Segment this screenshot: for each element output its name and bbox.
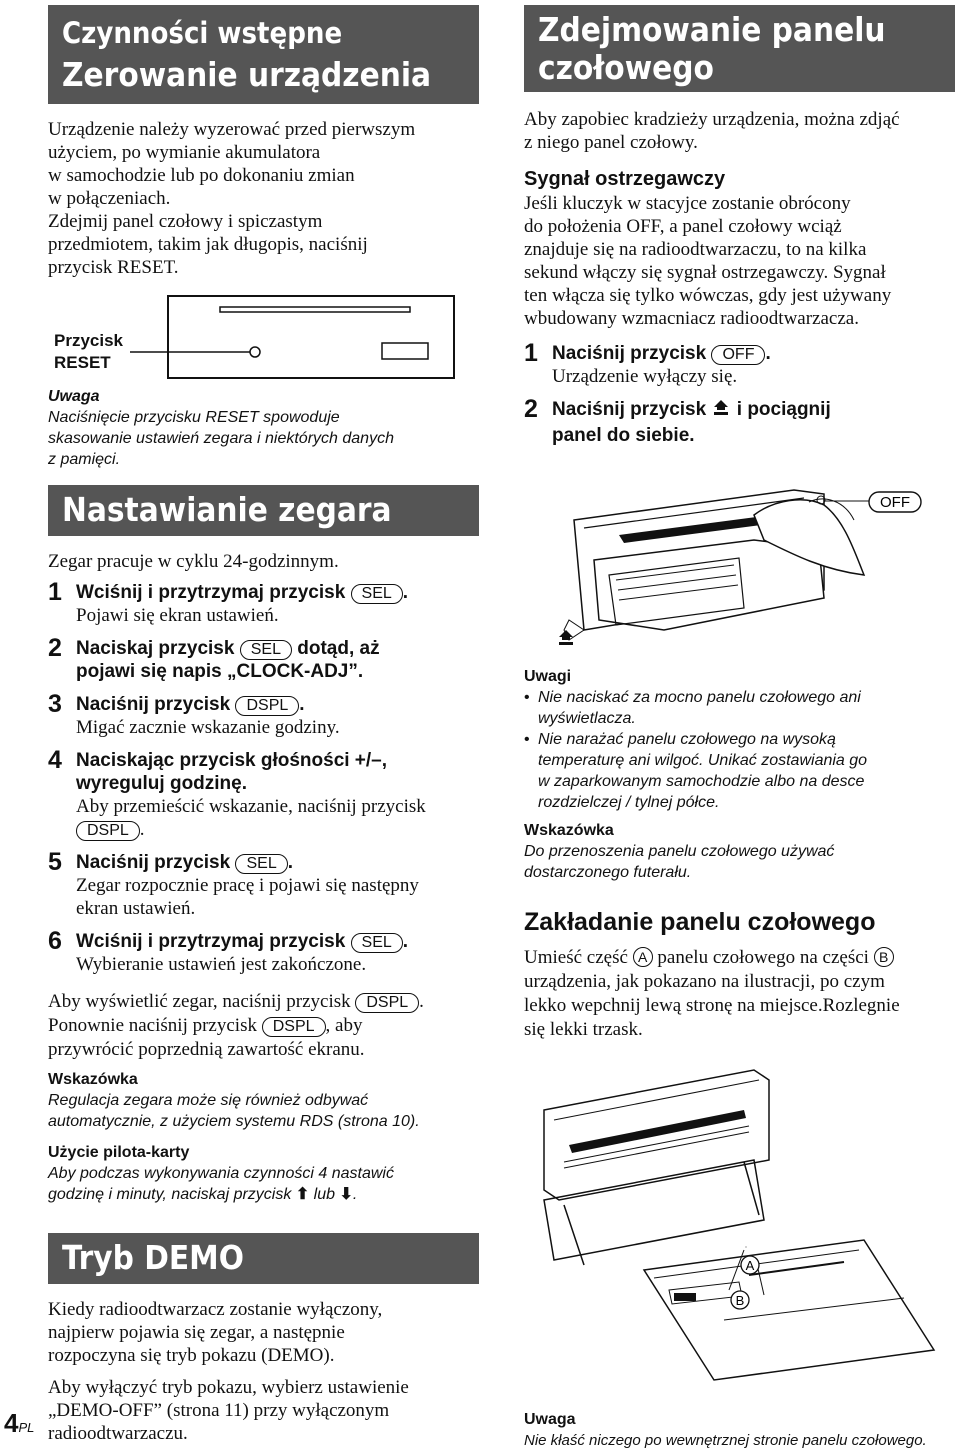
reset-note: Uwaga Naciśnięcie przycisku RESET spowoduje skasowanie ustawień zegara i niektórych danych z pamięci. — [48, 388, 394, 468]
demo-paragraph-2: Aby wyłączyć tryb pokazu, wybierz ustawienie „DEMO-OFF” (strona 11) przy wyłączonym radioodtwarzaczu. — [48, 1377, 409, 1444]
release-icon — [559, 630, 573, 645]
dspl-key-label: DSPL — [76, 821, 140, 841]
remove-step-1: 1 Naciśnij przycisk OFF . Urządzenie wyłączy się. — [524, 339, 771, 387]
panel-attach-illustration — [524, 1050, 956, 1400]
removal-tip: Wskazówka Do przenoszenia panelu czołowego używać dostarczonego futerału. — [524, 822, 835, 881]
part-b-marker: B — [874, 947, 894, 967]
remove-step-2: 2 Naciśnij przycisk i pociągnij panel do siebie. — [524, 395, 831, 446]
sel-key-label: SEL — [351, 933, 403, 953]
section-header-preliminary — [48, 5, 479, 104]
reset-unit-illustration — [130, 293, 460, 383]
off-figure-label: OFF — [880, 494, 910, 511]
removal-notes: Uwagi • Nie naciskać za mocno panelu czołowego ani wyświetlacza. • Nie narażać panelu czołowego na wysoką temperaturę ani wilgoć. Unikać zostawiania go w zaparkowanym samochodzie albo na desce rozdzielczej / tylnej półce. — [524, 666, 956, 813]
dspl-key-label: DSPL — [262, 1017, 326, 1037]
alarm-title: Sygnał ostrzegawczy — [524, 168, 726, 190]
page-number: 4PL — [4, 1408, 35, 1438]
list-item: • Nie narażać panelu czołowego na wysoką temperaturę ani wilgoć. Unikać zostawiania go w zaparkowanym samochodzie albo na desce rozdzielczej / tylnej półce. — [524, 729, 956, 813]
section-header-clock: Nastawianie zegara — [48, 485, 479, 536]
off-key-label: OFF — [711, 345, 765, 365]
fig-label-a: A — [745, 1258, 755, 1273]
panel-removal-illustration — [524, 480, 956, 660]
fig-label-b: B — [735, 1293, 745, 1308]
up-arrow-icon: ⬆ — [295, 1186, 310, 1203]
down-arrow-icon: ⬇ — [339, 1186, 353, 1203]
demo-paragraph-1: Kiedy radioodtwarzacz zostanie wyłączony, najpierw pojawia się zegar, a następnie rozpoczyna się tryb pokazu (DEMO). — [48, 1299, 383, 1366]
display-clock-paragraph: Aby wyświetlić zegar, naciśnij przycisk DSPL . Ponownie naciśnij przycisk DSPL , aby przywrócić poprzednią zawartość ekranu. — [48, 991, 424, 1060]
remove-intro: Aby zapobiec kradzieży urządzenia, można zdjąć z niego panel czołowy. — [524, 109, 900, 153]
sel-key-label: SEL — [351, 584, 403, 604]
clock-step-6: 6 Wciśnij i przytrzymaj przycisk SEL . Wybieranie ustawień jest zakończone. — [48, 927, 409, 975]
card-remote-tip: Użycie pilota-karty Aby podczas wykonywania czynności 4 nastawić godzinę i minuty, naciskaj przycisk ⬆ lub ⬇. — [48, 1144, 394, 1203]
header-line-1: Czynności wstępne — [62, 16, 343, 50]
section-header-demo: Tryb DEMO — [48, 1233, 479, 1284]
sel-key-label: SEL — [240, 640, 292, 660]
sel-key-label: SEL — [235, 854, 287, 874]
bottom-note: Uwaga Nie kłaść niczego po wewnętrznej stronie panelu czołowego. — [524, 1411, 927, 1449]
release-icon — [711, 398, 731, 424]
reset-paragraph: Urządzenie należy wyzerować przed pierwszym użyciem, po wymianie akumulatora w samochodzie lub po dokonaniu zmian w połączeniach. Zdejmij panel czołowy i spiczastym przedmiotem, takim jak długopis, naciśnij przycisk RESET. — [48, 119, 416, 278]
attach-panel-title: Zakładanie panelu czołowego — [524, 908, 876, 936]
clock-intro: Zegar pracuje w cyklu 24-godzinnym. — [48, 551, 339, 572]
alarm-paragraph: Jeśli kluczyk w stacyjce zostanie obrócony do położenia OFF, a panel czołowy wciąż znajduje się na radioodtwarzaczu, to na kilka sekund włączy się sygnał ostrzegawczy. Sygnał ten włącza się tylko wówczas, gdy jest używany wbudowany wzmacniacz radioodtwarzacza. — [524, 193, 892, 329]
section-header-remove-panel: Zdejmowanie panelu czołowego — [524, 5, 955, 92]
clock-tip: Wskazówka Regulacja zegara może się również odbywać automatycznie, z użyciem systemu RDS (strona 10). — [48, 1071, 420, 1130]
list-item: • Nie naciskać za mocno panelu czołowego ani wyświetlacza. — [524, 687, 956, 729]
part-a-marker: A — [633, 947, 653, 967]
dspl-key-label: DSPL — [355, 993, 419, 1013]
header-line-2: Zerowanie urządzenia — [62, 55, 432, 94]
attach-paragraph: Umieść część A panelu czołowego na części B urządzenia, jak pokazano na ilustracji, po czym lekko wepchnij lewą stronę na miejsce.Rozlegnie się lekki trzask. — [524, 947, 900, 1040]
reset-button-label: Przycisk RESET — [54, 331, 123, 372]
clock-step-5: 5 Naciśnij przycisk SEL . Zegar rozpocznie pracę i pojawi się następny ekran ustawień. — [48, 848, 419, 919]
clock-step-4: 4 Naciskając przycisk głośności +/–, wyreguluj godzinę. Aby przemieścić wskazanie, naciśnij przycisk DSPL . — [48, 746, 426, 840]
clock-step-3: 3 Naciśnij przycisk DSPL . Migać zacznie wskazanie godziny. — [48, 690, 340, 738]
clock-step-2: 2 Naciskaj przycisk SEL dotąd, aż pojawi się napis „CLOCK-ADJ”. — [48, 634, 380, 682]
dspl-key-label: DSPL — [235, 696, 299, 716]
clock-step-1: 1 Wciśnij i przytrzymaj przycisk SEL . Pojawi się ekran ustawień. — [48, 578, 409, 626]
